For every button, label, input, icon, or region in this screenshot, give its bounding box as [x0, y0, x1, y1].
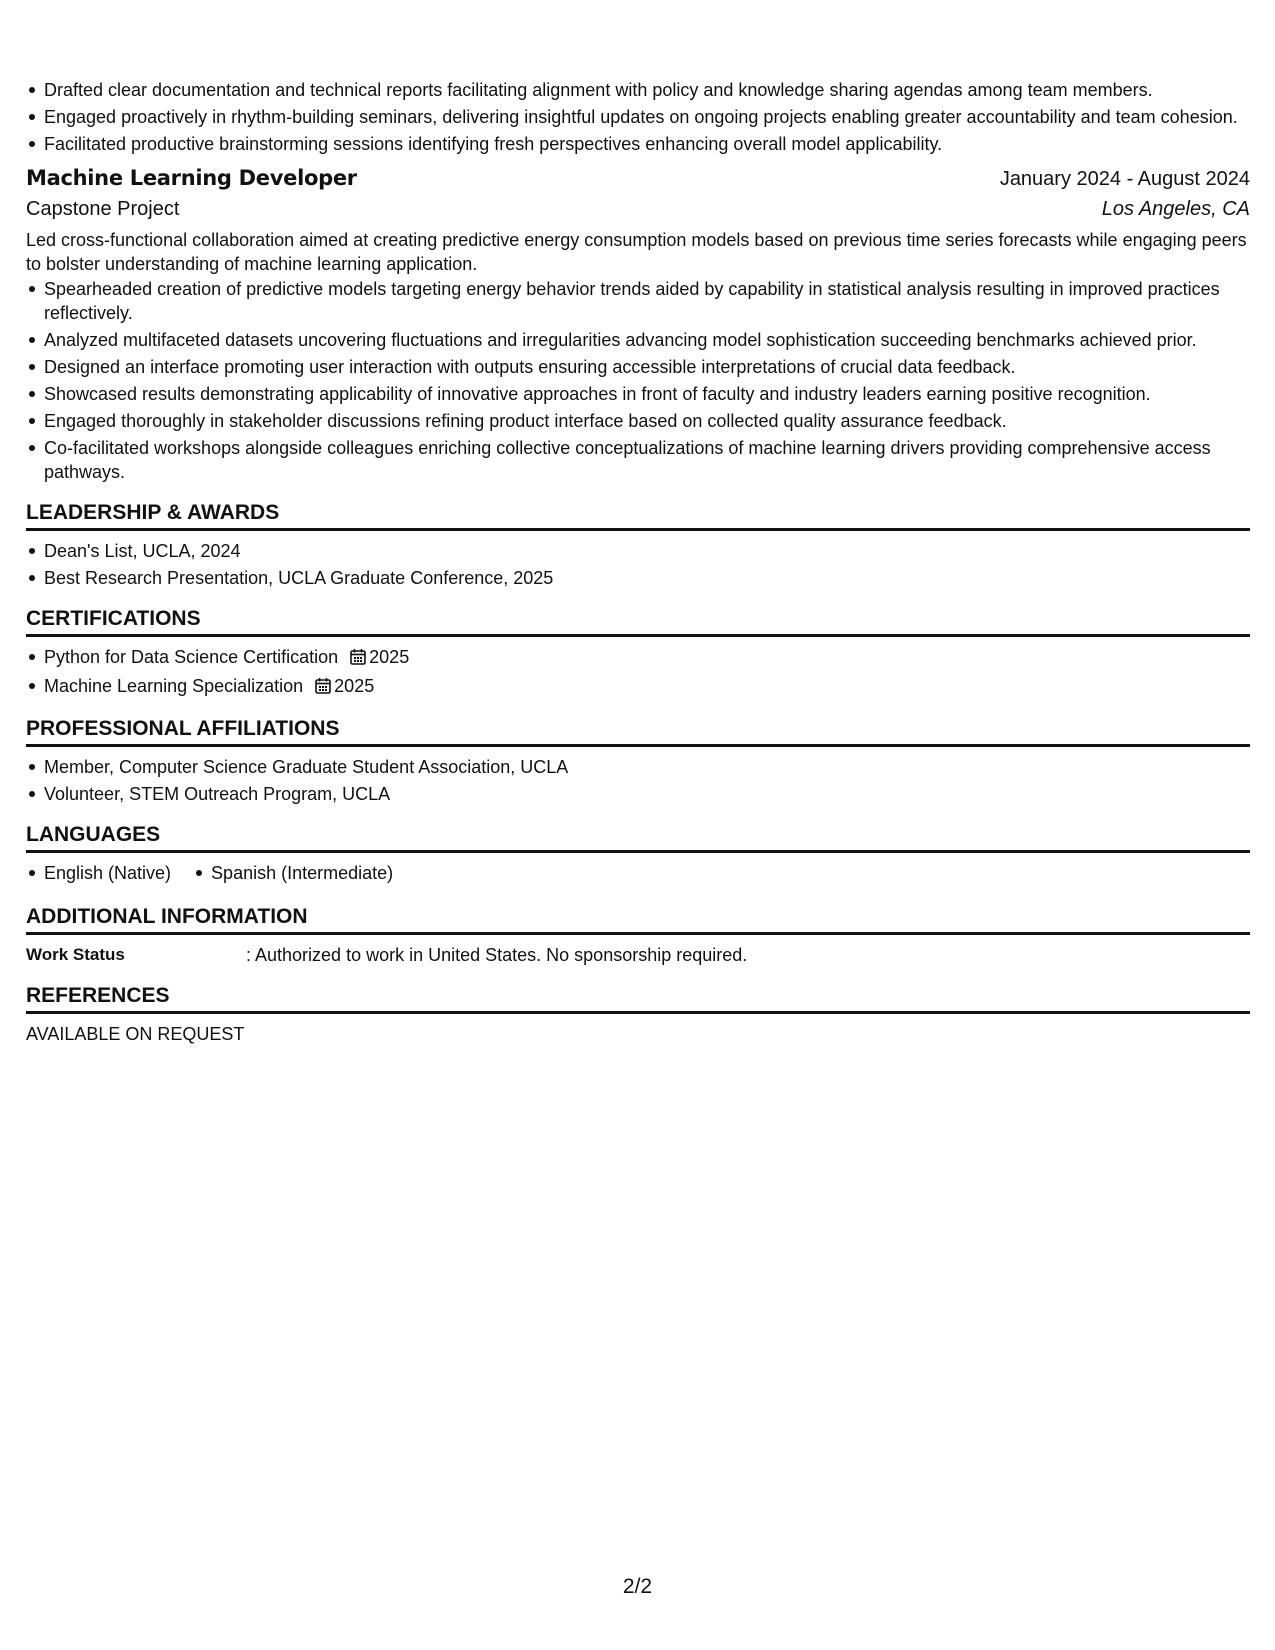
resume-page — [26, 78, 1250, 1046]
certification-name: Machine Learning Specialization — [44, 676, 304, 696]
section-title: ADDITIONAL INFORMATION — [26, 902, 1250, 935]
affiliations-section — [26, 714, 1250, 806]
list-item: Drafted clear documentation and technical reports facilitating alignment with policy and knowledge sharing agendas among team members. — [26, 78, 1250, 102]
job-dates: January 2024 - August 2024 — [999, 168, 1250, 190]
certifications-section — [26, 604, 1250, 700]
section-title: REFERENCES — [26, 981, 1250, 1014]
job-title: Machine Learning Developer — [26, 166, 357, 190]
job-bullets — [26, 277, 1250, 484]
list-item: Best Research Presentation, UCLA Graduate Conference, 2025 — [26, 566, 1250, 590]
list-item: Facilitated productive brainstorming sessions identifying fresh perspectives enhancing overall model applicability. — [26, 132, 1250, 156]
additional-info-section — [26, 902, 1250, 967]
certification-item — [26, 674, 1250, 700]
section-title: PROFESSIONAL AFFILIATIONS — [26, 714, 1250, 747]
section-title: LEADERSHIP & AWARDS — [26, 498, 1250, 531]
calendar-icon — [350, 647, 366, 671]
references-section — [26, 981, 1250, 1046]
work-status-label: Work Status — [26, 945, 125, 964]
list-item: Designed an interface promoting user interaction with outputs ensuring accessible interpretations of crucial data feedback. — [26, 355, 1250, 379]
leadership-section — [26, 498, 1250, 590]
list-item: Engaged proactively in rhythm-building seminars, delivering insightful updates on ongoing projects enabling greater accountability and team cohesion. — [26, 105, 1250, 129]
list-item: Showcased results demonstrating applicability of innovative approaches in front of faculty and industry leaders earning positive recognition. — [26, 382, 1250, 406]
list-item: Member, Computer Science Graduate Student Association, UCLA — [26, 755, 1250, 779]
certification-name: Python for Data Science Certification — [44, 647, 339, 667]
list-item: Analyzed multifaceted datasets uncovering fluctuations and irregularities advancing model sophistication succeeding benchmarks achieved prior. — [26, 328, 1250, 352]
job-summary: Led cross-functional collaboration aimed at creating predictive energy consumption models based on previous time series forecasts while engaging peers to bolster understanding of machine learning application. — [26, 230, 1247, 274]
previous-job-bullets — [26, 78, 1250, 156]
certification-item — [26, 645, 1250, 671]
job-organization: Capstone Project — [26, 198, 180, 220]
list-item: Engaged thoroughly in stakeholder discussions refining product interface based on collected quality assurance feedback. — [26, 409, 1250, 433]
references-text: AVAILABLE ON REQUEST — [26, 1024, 245, 1044]
job-location: Los Angeles, CA — [1101, 198, 1250, 220]
section-title: CERTIFICATIONS — [26, 604, 1250, 637]
certification-year: 2025 — [369, 647, 410, 667]
list-item: Co-facilitated workshops alongside colleagues enriching collective conceptualizations of machine learning drivers providing comprehensive access pathways. — [26, 436, 1250, 484]
list-item: Spanish (Intermediate) — [193, 861, 393, 885]
list-item: English (Native) — [26, 861, 171, 885]
job-header — [26, 163, 1250, 194]
section-title: LANGUAGES — [26, 820, 1250, 853]
languages-section — [26, 820, 1250, 888]
work-status-row — [26, 943, 1250, 967]
page-number: 2/2 — [622, 1575, 653, 1598]
list-item: Spearheaded creation of predictive models targeting energy behavior trends aided by capability in statistical analysis resulting in improved practices reflectively. — [26, 277, 1250, 325]
list-item: Volunteer, STEM Outreach Program, UCLA — [26, 782, 1250, 806]
list-item: Dean's List, UCLA, 2024 — [26, 539, 1250, 563]
work-status-value: : Authorized to work in United States. No sponsorship required. — [246, 945, 748, 965]
job-subheader — [26, 194, 1250, 224]
certification-year: 2025 — [334, 676, 375, 696]
calendar-icon — [315, 676, 331, 700]
